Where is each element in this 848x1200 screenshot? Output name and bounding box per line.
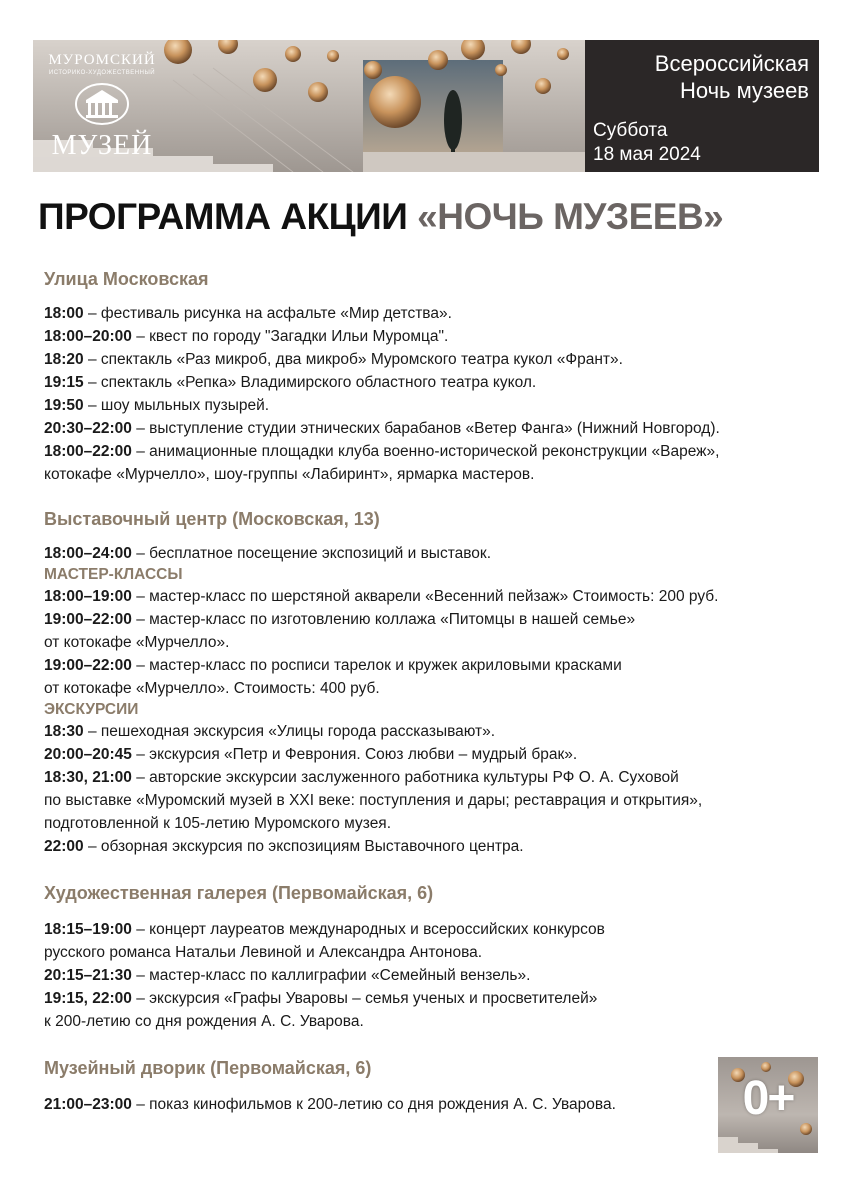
program-item xyxy=(44,371,814,394)
item-text: – фестиваль рисунка на асфальте «Мир детства». xyxy=(83,305,452,322)
item-time: 18:00–19:00 xyxy=(44,588,132,605)
program-item-continuation: подготовленной к 105-летию Муромского музея. xyxy=(44,815,392,832)
item-text: – спектакль «Раз микроб, два микроб» Муромского театра кукол «Франт». xyxy=(83,351,623,368)
program-item xyxy=(44,1093,814,1116)
item-text: – мастер-класс по шерстяной акварели «Весенний пейзаж» Стоимость: 200 руб. xyxy=(131,588,719,605)
program-item-continuation: русского романса Натальи Левиной и Александра Антонова. xyxy=(44,944,483,961)
program-item xyxy=(44,835,814,858)
section-heading-museum-courtyard: Музейный дворик (Первомайская, 6) xyxy=(44,1058,372,1078)
program-item xyxy=(44,964,814,987)
item-text: – выступление студии этнических барабанов «Ветер Фанга» (Нижний Новгород). xyxy=(131,420,720,437)
event-date: 18 мая 2024 xyxy=(593,144,701,165)
program-item-continuation: по выставке «Муромский музей в XXI веке: поступления и дары; реставрация и открытия», xyxy=(44,792,703,809)
item-time: 18:30, 21:00 xyxy=(44,769,132,786)
program-item xyxy=(44,608,814,631)
program-item-continuation: к 200-летию со дня рождения А. С. Уварова. xyxy=(44,1013,364,1030)
section-heading-moskovskaya-street: Улица Московская xyxy=(44,269,209,289)
item-time: 18:00–22:00 xyxy=(44,443,132,460)
page-title xyxy=(38,196,818,238)
program-item xyxy=(44,766,814,789)
age-rating-text: 0+ xyxy=(742,1072,794,1125)
program-item xyxy=(44,743,814,766)
program-item-continuation: от котокафе «Мурчелло». xyxy=(44,634,230,651)
item-text: – мастер-класс по росписи тарелок и кружек акриловыми красками xyxy=(131,657,622,674)
program-item-continuation: от котокафе «Мурчелло». Стоимость: 400 руб. xyxy=(44,680,380,697)
program-item xyxy=(44,302,814,325)
logo-bottom-text: МУЗЕЙ xyxy=(51,130,153,161)
event-day: Суббота xyxy=(593,120,668,141)
event-name-line2: Ночь музеев xyxy=(679,78,809,103)
item-text: – авторские экскурсии заслуженного работника культуры РФ О. А. Суховой xyxy=(131,769,679,786)
program-item xyxy=(44,987,814,1010)
program-item xyxy=(44,440,814,463)
item-time: 18:20 xyxy=(44,351,84,368)
item-text: – бесплатное посещение экспозиций и выставок. xyxy=(131,545,492,562)
item-text: – экскурсия «Графы Уваровы – семья ученых и просветителей» xyxy=(131,990,598,1007)
museum-logo xyxy=(47,48,157,166)
program-item xyxy=(44,542,814,565)
event-name-line1: Всероссийская xyxy=(654,51,809,76)
age-rating-badge xyxy=(718,1057,818,1153)
item-text: – показ кинофильмов к 200-летию со дня рождения А. С. Уварова. xyxy=(131,1096,616,1113)
item-time: 19:00–22:00 xyxy=(44,611,132,628)
item-text: – экскурсия «Петр и Феврония. Союз любви – мудрый брак». xyxy=(131,746,578,763)
item-time: 19:00–22:00 xyxy=(44,657,132,674)
item-text: – спектакль «Репка» Владимирского областного театра кукол. xyxy=(83,374,537,391)
program-item-continuation: котокафе «Мурчелло», шоу-группы «Лабиринт», ярмарка мастеров. xyxy=(44,466,535,483)
item-time: 20:00–20:45 xyxy=(44,746,132,763)
item-text: – анимационные площадки клуба военно-исторической реконструкции «Вареж», xyxy=(131,443,720,460)
subheading-tours: ЭКСКУРСИИ xyxy=(44,701,139,718)
item-time: 18:15–19:00 xyxy=(44,921,132,938)
section-heading-art-gallery: Художественная галерея (Первомайская, 6) xyxy=(44,883,434,903)
program-item xyxy=(44,918,814,941)
item-time: 21:00–23:00 xyxy=(44,1096,132,1113)
program-item xyxy=(44,585,814,608)
event-info-box xyxy=(585,40,819,172)
header-banner xyxy=(33,40,819,172)
program-item xyxy=(44,325,814,348)
subheading-workshops: МАСТЕР-КЛАССЫ xyxy=(44,566,183,583)
item-time: 18:00 xyxy=(44,305,84,322)
item-time: 19:15, 22:00 xyxy=(44,990,132,1007)
item-text: – квест по городу "Загадки Ильи Муромца". xyxy=(131,328,449,345)
museum-logo-icon xyxy=(72,80,132,126)
item-text: – концерт лауреатов международных и всероссийских конкурсов xyxy=(131,921,605,938)
section-heading-exhibition-center: Выставочный центр (Московская, 13) xyxy=(44,509,380,529)
program-item xyxy=(44,654,814,677)
item-time: 19:15 xyxy=(44,374,84,391)
item-time: 22:00 xyxy=(44,838,84,855)
item-text: – пешеходная экскурсия «Улицы города рассказывают». xyxy=(83,723,496,740)
program-item xyxy=(44,348,814,371)
item-time: 18:30 xyxy=(44,723,84,740)
title-part2: «НОЧЬ МУЗЕЕВ» xyxy=(417,196,724,237)
item-time: 18:00–20:00 xyxy=(44,328,132,345)
item-time: 19:50 xyxy=(44,397,84,414)
item-text: – обзорная экскурсия по экспозициям Выставочного центра. xyxy=(83,838,524,855)
item-time: 20:30–22:00 xyxy=(44,420,132,437)
logo-sub-text: ИСТОРИКО-ХУДОЖЕСТВЕННЫЙ xyxy=(48,70,156,76)
logo-top-text: МУРОМСКИЙ xyxy=(48,52,156,68)
program-item xyxy=(44,720,814,743)
event-name xyxy=(655,50,809,104)
program-content xyxy=(44,268,814,1116)
item-text: – мастер-класс по изготовлению коллажа «Питомцы в нашей семье» xyxy=(131,611,636,628)
item-text: – мастер-класс по каллиграфии «Семейный вензель». xyxy=(131,967,531,984)
program-item xyxy=(44,394,814,417)
program-item xyxy=(44,417,814,440)
item-text: – шоу мыльных пузырей. xyxy=(83,397,270,414)
title-part1: ПРОГРАММА АКЦИИ xyxy=(38,196,408,237)
item-time: 20:15–21:30 xyxy=(44,967,132,984)
item-time: 18:00–24:00 xyxy=(44,545,132,562)
